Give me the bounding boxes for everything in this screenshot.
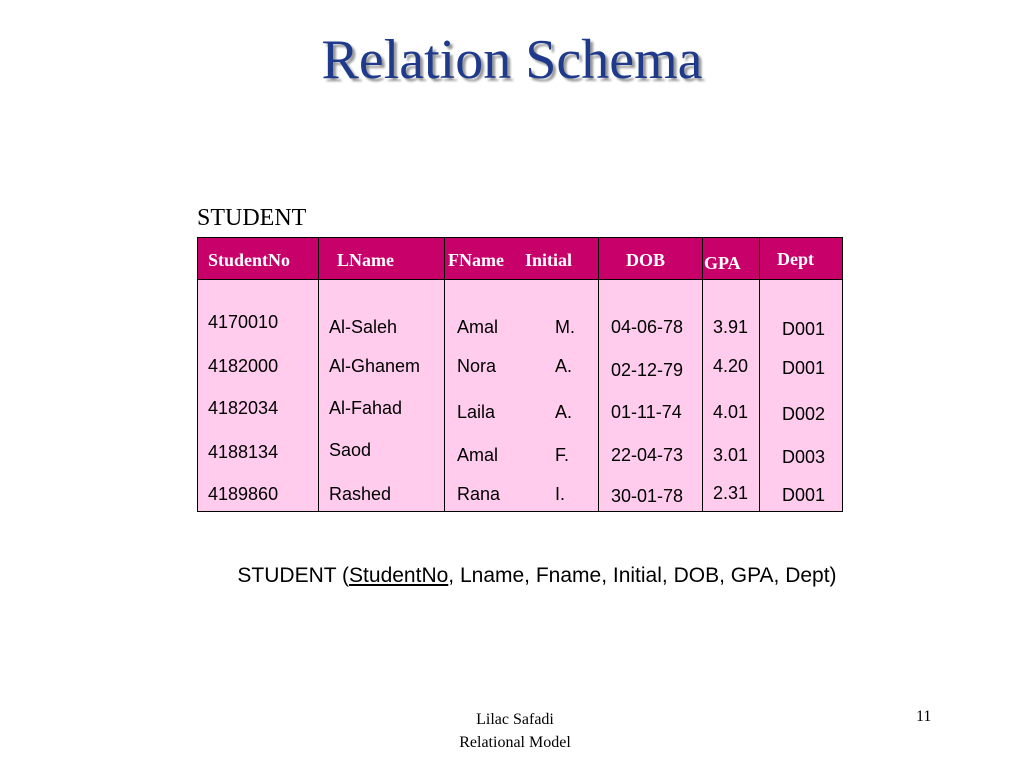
header-fname: FName [448,250,504,270]
header-dept: Dept [777,249,814,269]
header-initial: Initial [525,250,573,270]
header-lname: LName [337,250,394,270]
cell-lname: Al-Saleh [329,317,398,337]
column-divider [702,238,703,511]
footer-author-name: Lilac Safadi [476,711,554,728]
header-dob: DOB [626,250,666,270]
cell-initial: A. [555,402,573,422]
cell-initial: F. [555,445,570,465]
page-number: 11 [916,708,932,725]
column-divider [318,238,319,511]
cell-fname: Nora [457,356,497,376]
cell-dept: D002 [782,404,826,424]
cell-dob: 30-01-78 [611,486,684,506]
cell-fname: Amal [457,317,499,337]
cell-dept: D001 [782,358,826,378]
cell-lname: Al-Fahad [329,398,403,418]
header-studentno: StudentNo [208,250,291,270]
cell-dept: D001 [782,485,826,505]
header-gpa: GPA [704,253,741,273]
cell-fname: Rana [457,484,501,504]
cell-dept: D003 [782,447,826,467]
cell-gpa: 2.31 [713,483,749,503]
table-caption: STUDENT [197,205,307,231]
schema-primary-key: StudentNo [349,564,449,587]
cell-studentno: 4170010 [208,312,279,332]
cell-studentno: 4188134 [208,442,279,462]
cell-studentno: 4189860 [208,484,279,504]
cell-gpa: 4.01 [713,402,749,422]
cell-lname: Saod [329,440,372,460]
column-divider [598,238,599,511]
cell-gpa: 4.20 [713,356,749,376]
cell-dob: 02-12-79 [611,360,684,380]
schema-relation-name: STUDENT ( [237,564,350,587]
cell-initial: I. [555,484,566,504]
footer-credit [440,708,590,754]
cell-initial: M. [555,317,575,337]
table-header-band [198,238,842,280]
relation-schema [0,564,1024,588]
cell-initial: A. [555,356,573,376]
cell-gpa: 3.91 [713,317,749,337]
cell-fname: Laila [457,402,496,422]
cell-lname: Rashed [329,484,392,504]
cell-dob: 22-04-73 [611,445,684,465]
column-divider [759,238,760,511]
column-divider [444,238,445,511]
cell-dob: 04-06-78 [611,317,684,337]
cell-dept: D001 [782,319,826,339]
cell-gpa: 3.01 [713,445,749,465]
schema-attributes: , Lname, Fname, Initial, DOB, GPA, Dept) [448,564,837,587]
student-table [197,237,843,512]
cell-dob: 01-11-74 [611,402,682,422]
cell-studentno: 4182000 [208,356,279,376]
cell-lname: Al-Ghanem [329,356,421,376]
cell-studentno: 4182034 [208,398,279,418]
footer-course-name: Relational Model [459,734,571,751]
slide-title: Relation Schema [321,29,703,91]
cell-fname: Amal [457,445,499,465]
